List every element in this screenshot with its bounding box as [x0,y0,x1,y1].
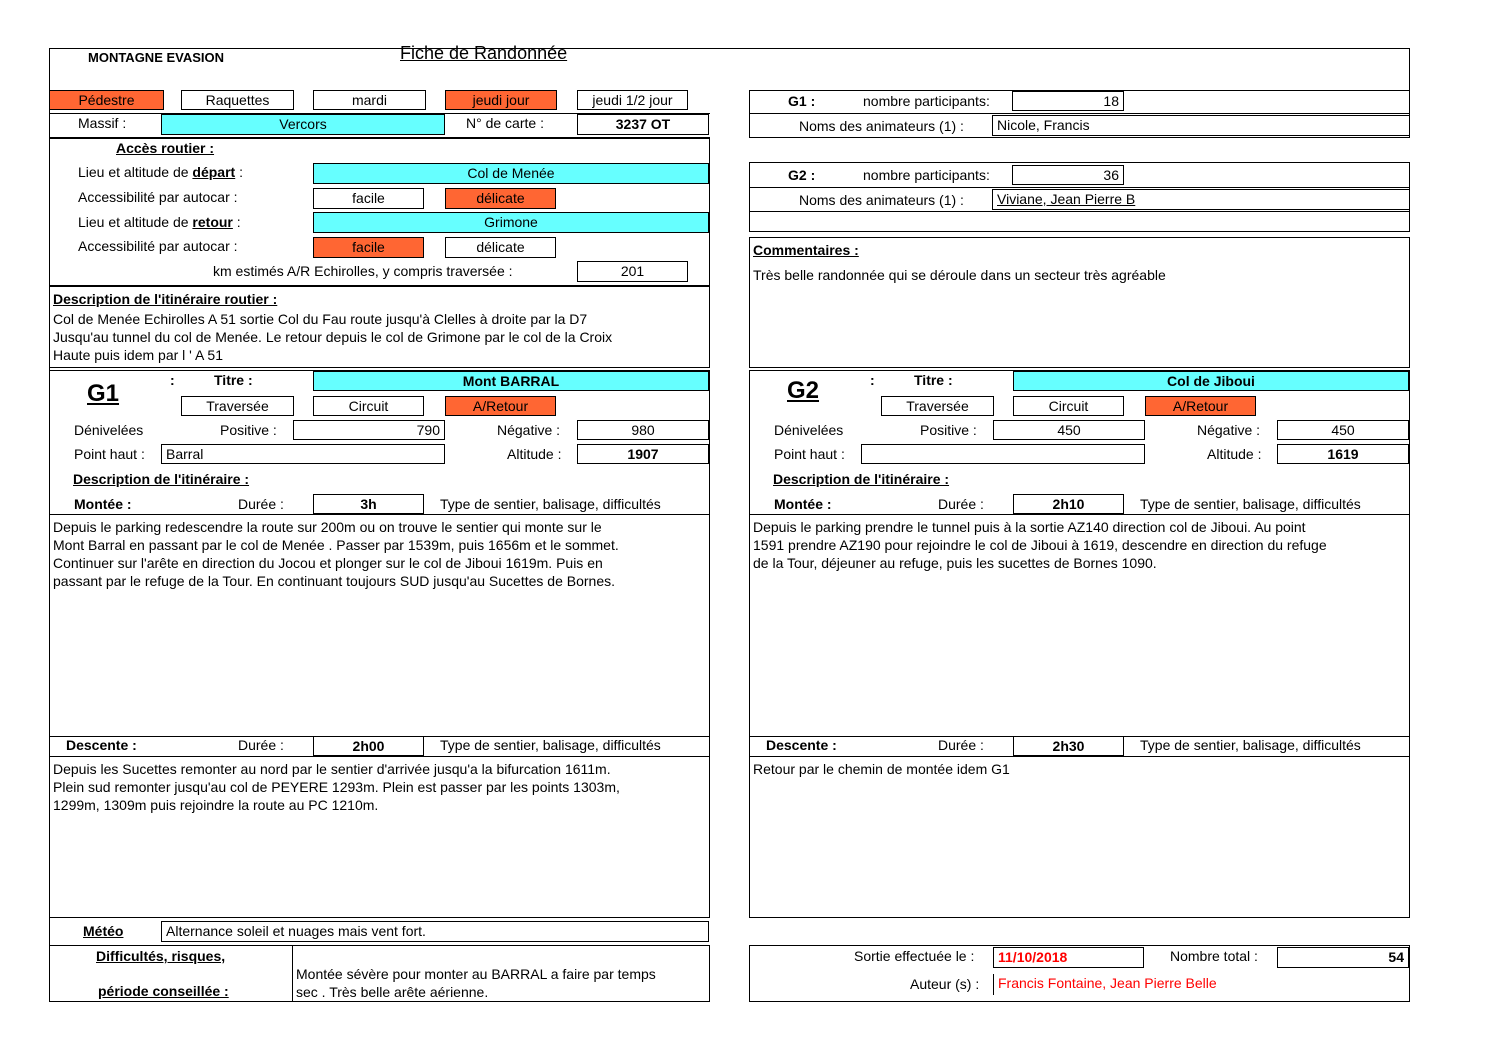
g1-montee-text: Depuis le parking redescendre la route sur 200m ou on trouve le sentier qui monte sur le Mont Barral en passant par le col de Menée . Passer par 1539m, puis 1656m et le sommet. Continuer sur l'arête en direction du Jocou et plonger sur le col de Jiboui 1619m. Puis en passant par le refuge de la Tour. En continuant toujours SUD jusqu'au Sucettes de Bornes. [53,519,619,589]
retour-label: Lieu et altitude de retour : [78,214,241,230]
km-value[interactable]: 201 [577,261,688,282]
g2-desc-title: Description de l'itinéraire : [773,471,950,487]
g1-desc-title: Description de l'itinéraire : [73,471,250,487]
auteur-value[interactable]: Francis Fontaine, Jean Pierre Belle [993,974,1410,995]
g1-point-haut[interactable]: Barral [161,444,445,464]
g2-info-label: G2 : [788,167,816,183]
org-name: MONTAGNE EVASION [88,50,225,65]
carte-value[interactable]: 3237 OT [577,114,709,135]
carte-label: N° de carte : [466,115,544,131]
autocar-retour-label: Accessibilité par autocar : [78,238,238,254]
g2-animateurs-label: Noms des animateurs (1) : [799,192,964,208]
g1-animateurs-label: Noms des animateurs (1) : [799,118,964,134]
g1-descente-text: Depuis les Sucettes remonter au nord par le sentier d'arrivée jusqu'a la bifurcation 1611m. Plein sud remonter jusqu'au col de PEYERE 1293m. Plein est passer par les points 1303m, 1299m, 1309m puis rejoindre la route au PC 1210m. [53,761,620,813]
g1-altitude[interactable]: 1907 [577,444,709,464]
g1-positive-label: Positive : [220,422,277,438]
g2-altitude-label: Altitude : [1207,446,1262,462]
sortie-label: Sortie effectuée le : [854,948,975,964]
commentaires-text: Très belle randonnée qui se déroule dans un secteur très agréable [753,267,1166,283]
g2-titre[interactable]: Col de Jiboui [1013,371,1409,391]
g1-descente-duree-label: Durée : [238,737,284,753]
depart-label: Lieu et altitude de départ : [78,164,243,180]
option-jeudi-jour[interactable]: jeudi jour [445,90,557,110]
total-value[interactable]: 54 [1277,947,1409,968]
g2-negative[interactable]: 450 [1277,420,1409,440]
g2-point-haut-label: Point haut : [774,446,845,462]
g1-denivelees-label: Dénivelées [74,422,144,438]
g2-montee-text: Depuis le parking prendre le tunnel puis à la sortie AZ140 direction col de Jiboui. Au point 1591 prendre AZ190 pour rejoindre le col de Jiboui à 1619, descendre en direction du refuge de la Tour, déjeuner au refuge, puis les sucettes de Bornes 1090. [753,519,1327,571]
g2-positive[interactable]: 450 [993,420,1145,440]
g2-altitude[interactable]: 1619 [1277,444,1409,464]
g2-montee-duree-label: Durée : [938,496,984,512]
g1-participants-label: nombre participants: [863,93,990,109]
depart-facile[interactable]: facile [313,188,424,209]
g1-colon: : [170,372,175,388]
g2-point-haut[interactable] [861,444,1145,464]
g2-denivelees-label: Dénivelées [774,422,844,438]
difficultes-label-2: période conseillée : [98,983,229,999]
total-label: Nombre total : [1170,948,1258,964]
g1-descente-duree[interactable]: 2h00 [313,736,424,756]
option-raquettes[interactable]: Raquettes [181,90,294,110]
g1-montee-duree[interactable]: 3h [313,494,424,514]
g1-animateurs-value[interactable]: Nicole, Francis [992,115,1410,136]
auteur-label: Auteur (s) : [910,976,980,992]
difficultes-label-1: Difficultés, risques, [96,948,226,964]
g2-descente-duree[interactable]: 2h30 [1013,736,1124,756]
g2-animateurs-value[interactable]: Viviane, Jean Pierre B [992,189,1410,210]
option-mardi[interactable]: mardi [313,90,426,110]
g2-traversee[interactable]: Traversée [881,396,994,416]
g2-titre-label: Titre : [914,372,953,388]
g1-titre-label: Titre : [214,372,253,388]
g1-participants-value[interactable]: 18 [1012,91,1124,111]
form-title: Fiche de Randonnée [400,43,568,63]
g1-descente-type: Type de sentier, balisage, difficultés [440,737,661,753]
g1-montee-label: Montée : [74,496,132,512]
meteo-value[interactable]: Alternance soleil et nuages mais vent fort. [161,921,709,942]
retour-facile[interactable]: facile [313,237,424,258]
g1-aretour[interactable]: A/Retour [445,396,556,416]
g2-participants-label: nombre participants: [863,167,990,183]
g2-descente-label: Descente : [766,737,837,753]
autocar-depart-label: Accessibilité par autocar : [78,189,238,205]
g1-info-label: G1 : [788,93,816,109]
g2-descente-duree-label: Durée : [938,737,984,753]
g1-titre[interactable]: Mont BARRAL [313,371,709,391]
g1-altitude-label: Altitude : [507,446,562,462]
g2-tag: G2 [787,377,820,404]
g2-descente-text: Retour par le chemin de montée idem G1 [753,761,1010,777]
g2-positive-label: Positive : [920,422,977,438]
g1-point-haut-label: Point haut : [74,446,145,462]
g2-colon: : [870,372,875,388]
depart-delicate[interactable]: délicate [445,188,556,209]
g1-tag: G1 [87,380,120,407]
massif-label: Massif : [78,115,127,131]
depart-value[interactable]: Col de Menée [313,163,709,184]
g1-negative[interactable]: 980 [577,420,709,440]
g2-montee-duree[interactable]: 2h10 [1013,494,1124,514]
massif-value[interactable]: Vercors [161,114,445,135]
g2-participants-value[interactable]: 36 [1012,165,1124,185]
sortie-date[interactable]: 11/10/2018 [993,947,1144,968]
meteo-label: Météo [83,923,124,939]
commentaires-title: Commentaires : [753,242,859,258]
g1-montee-type: Type de sentier, balisage, difficultés [440,496,661,512]
g2-descente-type: Type de sentier, balisage, difficultés [1140,737,1361,753]
g2-montee-type: Type de sentier, balisage, difficultés [1140,496,1361,512]
g1-positive[interactable]: 790 [293,420,445,440]
g1-negative-label: Négative : [497,422,561,438]
g1-montee-duree-label: Durée : [238,496,284,512]
itineraire-routier-title: Description de l'itinéraire routier : [53,291,278,307]
option-pedestre[interactable]: Pédestre [49,90,164,110]
itineraire-routier-text: Col de Menée Echirolles A 51 sortie Col du Fau route jusqu'à Clelles à droite par la D7 Jusqu'au tunnel du col de Menée. Le retour depuis le col de Grimone par le col de la Croix Haute puis idem par l ' A 51 [53,311,613,363]
retour-delicate[interactable]: délicate [445,237,556,258]
g2-negative-label: Négative : [1197,422,1261,438]
g2-aretour[interactable]: A/Retour [1145,396,1256,416]
option-jeudi-demi[interactable]: jeudi 1/2 jour [577,90,688,110]
g1-traversee[interactable]: Traversée [181,396,294,416]
g2-montee-label: Montée : [774,496,832,512]
retour-value[interactable]: Grimone [313,212,709,233]
km-label: km estimés A/R Echirolles, y compris traversée : [213,263,513,279]
difficultes-text: Montée sévère pour monter au BARRAL a faire par temps sec . Très belle arête aérienne. [296,966,656,1000]
g2-circuit[interactable]: Circuit [1013,396,1124,416]
g1-circuit[interactable]: Circuit [313,396,424,416]
acces-title: Accès routier : [116,140,215,156]
g1-descente-label: Descente : [66,737,137,753]
